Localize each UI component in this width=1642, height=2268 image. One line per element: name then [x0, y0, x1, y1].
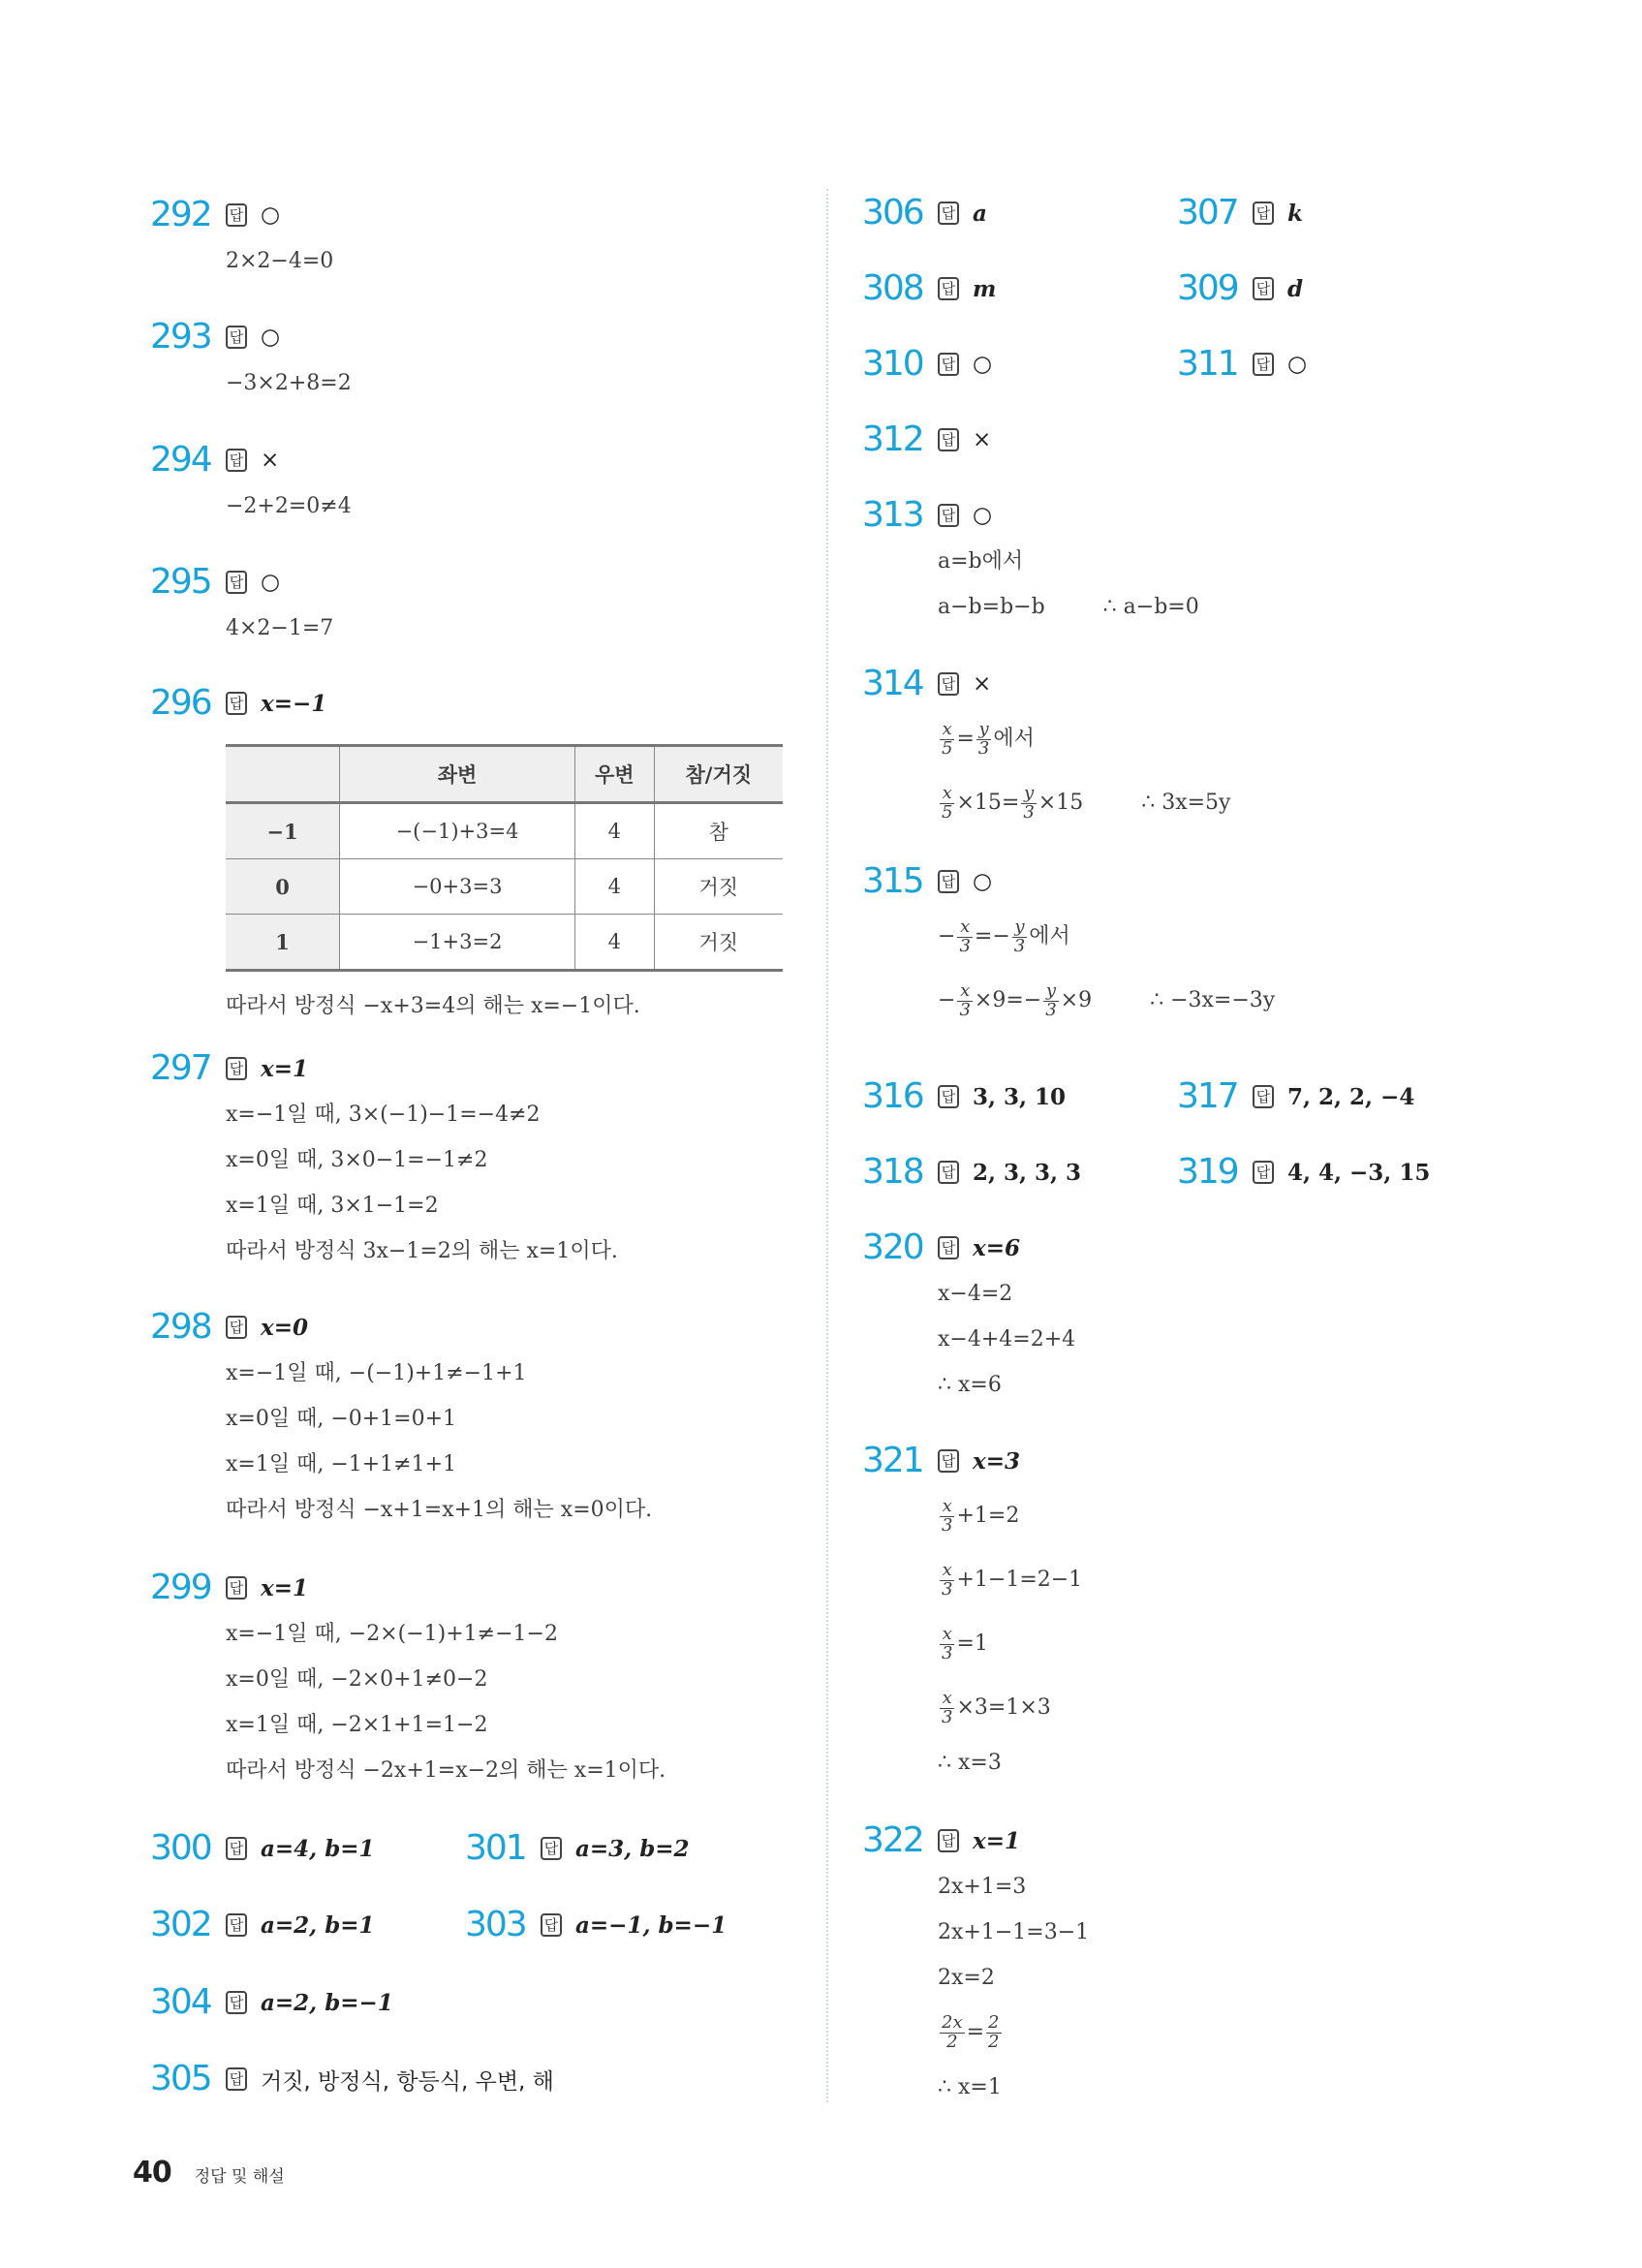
solution-line: ∴ x=3	[938, 1751, 1002, 1775]
solution-line: ∴ x=1	[938, 2075, 1002, 2099]
table-cell: 4	[575, 859, 655, 915]
answer: 4, 4, −3, 15	[1287, 1159, 1431, 1186]
problem-number: 302	[150, 1905, 211, 1944]
problem-317	[1177, 1073, 1414, 1120]
table-cell: −1	[226, 803, 340, 859]
fraction: $\frac{y}{3}$	[1013, 916, 1026, 956]
solution-line: $\frac{x}{3}$ +1=2	[942, 1495, 1020, 1536]
problem-315	[862, 858, 1275, 1033]
solution-line: − $\frac{x}{3}$ =− $\frac{y}{3}$ 에서	[938, 916, 1070, 956]
solution-line: 따라서 방정식 −2x+1=x−2의 해는 x=1이다.	[226, 1758, 666, 1783]
table-cell: 거짓	[654, 859, 783, 915]
table-cell: 참	[654, 803, 783, 859]
answer: ○	[973, 503, 993, 528]
table-row	[226, 859, 783, 915]
solution-line: 4×2−1=7	[226, 616, 334, 640]
solution-line: 2x+1=3	[938, 1875, 1027, 1899]
fraction: $\frac{x}{3}$	[942, 1687, 953, 1727]
problem-298	[150, 1304, 652, 1533]
problem-number: 304	[150, 1982, 211, 2022]
problem-number: 317	[1177, 1076, 1238, 1116]
answer: x=1	[261, 1055, 308, 1082]
answer: a=3, b=2	[575, 1835, 690, 1862]
answer-badge: 답	[938, 1236, 959, 1259]
solution-line: x−4=2	[938, 1282, 1013, 1306]
problem-299	[150, 1565, 666, 1793]
problem-number: 322	[862, 1820, 923, 1860]
answer: x=3	[973, 1447, 1020, 1475]
answer: x=−1	[261, 690, 327, 717]
solution-line: 따라서 방정식 3x−1=2의 해는 x=1이다.	[226, 1239, 618, 1263]
problem-320	[862, 1225, 1075, 1408]
table-cell: 4	[575, 915, 655, 971]
answer: x=1	[261, 1574, 308, 1601]
solution-line: 2x+1−1=3−1	[938, 1920, 1090, 1944]
problem-number: 319	[1177, 1152, 1238, 1192]
fraction: $\frac{2x}{2}$	[942, 2011, 963, 2052]
solution-line: $\frac{x}{5}$ = $\frac{y}{3}$ 에서	[942, 718, 1035, 759]
problem-322	[862, 1818, 1089, 2110]
problem-number: 300	[150, 1828, 211, 1868]
fraction: $\frac{y}{3}$	[1045, 979, 1057, 1020]
page-number: 40	[133, 2156, 171, 2190]
problem-number: 316	[862, 1076, 923, 1116]
answer: ○	[973, 869, 993, 894]
problem-number: 297	[150, 1048, 211, 1088]
answer-badge: 답	[938, 353, 959, 376]
answer: ×	[973, 427, 992, 452]
solution-line: ∴ x=6	[938, 1373, 1002, 1397]
fraction: $\frac{x}{3}$	[959, 916, 971, 956]
problem-302	[150, 1902, 375, 1948]
table-cell: 1	[226, 915, 340, 971]
answer-badge: 답	[226, 203, 247, 227]
answer: 거짓, 방정식, 항등식, 우변, 해	[261, 2068, 554, 2095]
answer: a=4, b=1	[261, 1835, 375, 1862]
problem-number: 320	[862, 1227, 923, 1267]
fraction: $\frac{x}{3}$	[959, 979, 971, 1020]
solution-line: x=−1일 때, 3×(−1)−1=−4≠2	[226, 1103, 541, 1127]
answer: m	[973, 275, 997, 302]
answer-badge: 답	[938, 672, 959, 696]
table-cell: −1+3=2	[340, 915, 575, 971]
problem-305	[150, 2056, 554, 2102]
problem-number: 301	[465, 1828, 526, 1868]
solution-line: a=b에서	[938, 549, 1024, 574]
answer-badge: 답	[1253, 277, 1274, 300]
solution-line: $\frac{2x}{2}$ = $\frac{2}{2}$	[942, 2011, 1000, 2052]
answer: x=6	[973, 1234, 1020, 1261]
answer-badge: 답	[226, 326, 247, 349]
problem-number: 321	[862, 1441, 923, 1480]
problem-293	[150, 314, 352, 406]
problem-292	[150, 192, 333, 284]
problem-number: 313	[862, 495, 923, 535]
problem-308	[862, 265, 996, 312]
table-header: 좌변	[340, 746, 575, 803]
answer: 2, 3, 3, 3	[973, 1159, 1082, 1186]
solution-line: x−4+4=2+4	[938, 1327, 1076, 1351]
solution-line: $\frac{x}{3}$ ×3=1×3	[942, 1687, 1051, 1727]
problem-number: 306	[862, 193, 923, 233]
answer: a=2, b=1	[261, 1911, 375, 1939]
answer: ○	[261, 202, 281, 228]
problem-number: 309	[1177, 268, 1238, 308]
table-header	[226, 746, 340, 803]
problem-number: 292	[150, 195, 211, 234]
problem-number: 308	[862, 268, 923, 308]
solution-line: x=0일 때, −2×0+1≠0−2	[226, 1667, 488, 1692]
answer-badge: 답	[938, 202, 959, 225]
problem-311	[1177, 341, 1307, 388]
table-cell: 0	[226, 859, 340, 915]
answer-badge: 답	[226, 692, 247, 715]
answer-badge: 답	[938, 504, 959, 527]
fraction: $\frac{2}{2}$	[988, 2011, 1000, 2052]
answer-badge: 답	[1253, 353, 1274, 376]
table-cell: 4	[575, 803, 655, 859]
answer: ○	[973, 352, 993, 377]
problem-318	[862, 1149, 1081, 1196]
solution-line: 따라서 방정식 −x+3=4의 해는 x=−1이다.	[226, 994, 640, 1018]
solution-line: $\frac{x}{3}$ +1−1=2−1	[942, 1559, 1083, 1600]
problem-303	[465, 1902, 727, 1948]
solution-line: $\frac{x}{5}$ ×15= $\frac{y}{3}$ ×15 ∴ 3x=5y	[942, 782, 1231, 823]
section-label: 정답 및 해설	[194, 2167, 285, 2187]
answer: a=−1, b=−1	[575, 1911, 728, 1939]
problem-307	[1177, 190, 1303, 236]
problem-number: 305	[150, 2059, 211, 2098]
page-footer	[133, 2156, 285, 2190]
answer-badge: 답	[1253, 1085, 1274, 1108]
solution-line: − $\frac{x}{3}$ ×9=− $\frac{y}{3}$ ×9 ∴ −3x=−3y	[938, 979, 1276, 1020]
answer: x=0	[261, 1314, 308, 1341]
problem-number: 314	[862, 664, 923, 703]
solution-line: a−b=b−b ∴ a−b=0	[938, 595, 1199, 619]
answer-badge: 답	[226, 1913, 247, 1937]
column-divider	[826, 189, 828, 2102]
table-header: 우변	[575, 746, 655, 803]
table-row	[226, 803, 783, 859]
problem-number: 296	[150, 683, 211, 723]
table-cell: −(−1)+3=4	[340, 803, 575, 859]
fraction: $\frac{y}{3}$	[977, 718, 990, 759]
problem-314	[862, 661, 1230, 835]
answer: 3, 3, 10	[973, 1083, 1067, 1110]
problem-number: 298	[150, 1307, 211, 1347]
answer: d	[1287, 275, 1304, 302]
answer: x=1	[973, 1827, 1020, 1854]
solution-line: x=−1일 때, −(−1)+1≠−1+1	[226, 1361, 527, 1385]
problem-294	[150, 437, 352, 529]
fraction: $\frac{y}{3}$	[1023, 782, 1035, 823]
answer-badge: 답	[938, 870, 959, 893]
solution-line: $\frac{x}{3}$ =1	[942, 1623, 988, 1663]
answer-badge: 답	[938, 1085, 959, 1108]
table-cell: −0+3=3	[340, 859, 575, 915]
fraction: $\frac{x}{3}$	[942, 1559, 953, 1600]
answer-badge: 답	[226, 449, 247, 472]
problem-304	[150, 1979, 393, 2026]
solution-line: x=−1일 때, −2×(−1)+1≠−1−2	[226, 1622, 558, 1646]
problem-316	[862, 1073, 1066, 1120]
answer: a	[973, 200, 987, 227]
problem-301	[465, 1825, 690, 1872]
problem-313	[862, 492, 1199, 630]
problem-309	[1177, 265, 1303, 312]
problem-number: 307	[1177, 193, 1238, 233]
fraction: $\frac{x}{3}$	[942, 1495, 953, 1536]
solution-line: x=0일 때, 3×0−1=−1≠2	[226, 1148, 488, 1172]
answer-badge: 답	[226, 1837, 247, 1860]
problem-number: 311	[1177, 344, 1238, 384]
answer: ○	[261, 570, 281, 595]
fraction: $\frac{x}{5}$	[942, 718, 953, 759]
answer: ×	[261, 448, 280, 473]
problem-296	[150, 680, 783, 1029]
solution-line: 따라서 방정식 −x+1=x+1의 해는 x=0이다.	[226, 1498, 653, 1522]
problem-number: 312	[862, 419, 923, 459]
problem-300	[150, 1825, 375, 1872]
problem-number: 315	[862, 861, 923, 901]
answer-badge: 답	[938, 428, 959, 451]
problem-312	[862, 417, 991, 463]
solution-line: −3×2+8=2	[226, 371, 352, 395]
truth-table	[226, 744, 783, 972]
table-header: 참/거짓	[654, 746, 783, 803]
answer-badge: 답	[1253, 1161, 1274, 1184]
answer-badge: 답	[938, 1449, 959, 1473]
answer-badge: 답	[541, 1913, 562, 1937]
answer-badge: 답	[1253, 202, 1274, 225]
answer-badge: 답	[226, 1316, 247, 1339]
problem-297	[150, 1045, 618, 1274]
solution-line: x=0일 때, −0+1=0+1	[226, 1407, 457, 1431]
solution-line: x=1일 때, 3×1−1=2	[226, 1194, 439, 1218]
answer: a=2, b=−1	[261, 1989, 393, 2016]
solution-line: x=1일 때, −2×1+1=1−2	[226, 1713, 488, 1737]
table-row	[226, 915, 783, 971]
problem-number: 294	[150, 440, 211, 480]
problem-number: 295	[150, 562, 211, 602]
answer-badge: 답	[938, 277, 959, 300]
problem-295	[150, 559, 333, 651]
table-cell: 거짓	[654, 915, 783, 971]
answer: ×	[973, 671, 992, 697]
answer-badge: 답	[541, 1837, 562, 1860]
problem-310	[862, 341, 992, 388]
problem-306	[862, 190, 987, 236]
problem-number: 310	[862, 344, 923, 384]
problem-number: 303	[465, 1905, 526, 1944]
problem-321	[862, 1438, 1082, 1786]
answer: ○	[261, 325, 281, 350]
problem-number: 293	[150, 317, 211, 357]
fraction: $\frac{x}{5}$	[942, 782, 953, 823]
fraction: $\frac{x}{3}$	[942, 1623, 953, 1663]
answer: ○	[1287, 352, 1308, 377]
answer-badge: 답	[226, 2067, 247, 2091]
answer-badge: 답	[226, 1576, 247, 1600]
answer-badge: 답	[226, 1057, 247, 1080]
solution-line: −2+2=0≠4	[226, 494, 352, 518]
answer: 7, 2, 2, −4	[1287, 1083, 1415, 1110]
problem-number: 299	[150, 1568, 211, 1607]
solution-line: x=1일 때, −1+1≠1+1	[226, 1452, 457, 1476]
answer: k	[1287, 200, 1303, 227]
solution-line: 2x=2	[938, 1966, 995, 1990]
problem-number: 318	[862, 1152, 923, 1192]
answer-badge: 답	[938, 1161, 959, 1184]
answer-badge: 답	[226, 1991, 247, 2014]
problem-319	[1177, 1149, 1430, 1196]
answer-badge: 답	[938, 1829, 959, 1852]
solution-line: 2×2−4=0	[226, 249, 334, 273]
answer-badge: 답	[226, 571, 247, 594]
